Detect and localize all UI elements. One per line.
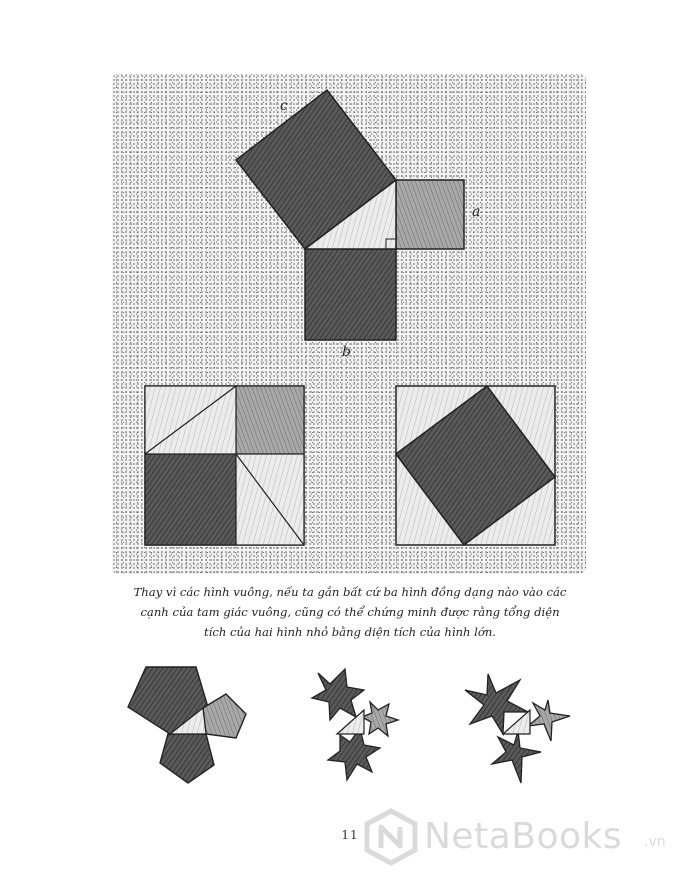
watermark-suffix: .vn: [644, 834, 666, 850]
netabooks-watermark: [362, 808, 692, 868]
caption-text: Thay vì các hình vuông, nếu ta gắn bất cứ ba hình đồng dạng nào vào các cạnh của tam giác vuông, cũng có thể chứng minh được rằng tổng diện tích của hai hình nhỏ bằng diện tích của hình lớn.: [133, 585, 567, 639]
stars-figure-right: [465, 674, 570, 783]
star-medium: [328, 728, 380, 780]
thin-star-small: [528, 700, 570, 741]
pentagon-medium: [160, 734, 214, 783]
watermark-brand: NetaBooks: [424, 816, 623, 857]
proof-square-right: [396, 386, 555, 545]
star-small: [362, 702, 398, 736]
star-large: [312, 669, 364, 720]
label-a: a: [472, 204, 481, 220]
label-c: c: [280, 98, 288, 114]
proof-square-left: [145, 386, 304, 545]
pentagons-figure: [128, 667, 246, 783]
page-number: 11: [341, 828, 359, 842]
right-triangle-figure: [236, 90, 464, 340]
square-a: [396, 180, 464, 249]
stars-figure-medium: [312, 669, 398, 780]
label-b: b: [342, 344, 351, 360]
netabooks-n-logo-icon: [362, 808, 420, 866]
square-b: [305, 249, 396, 340]
thin-star-medium: [492, 731, 541, 783]
